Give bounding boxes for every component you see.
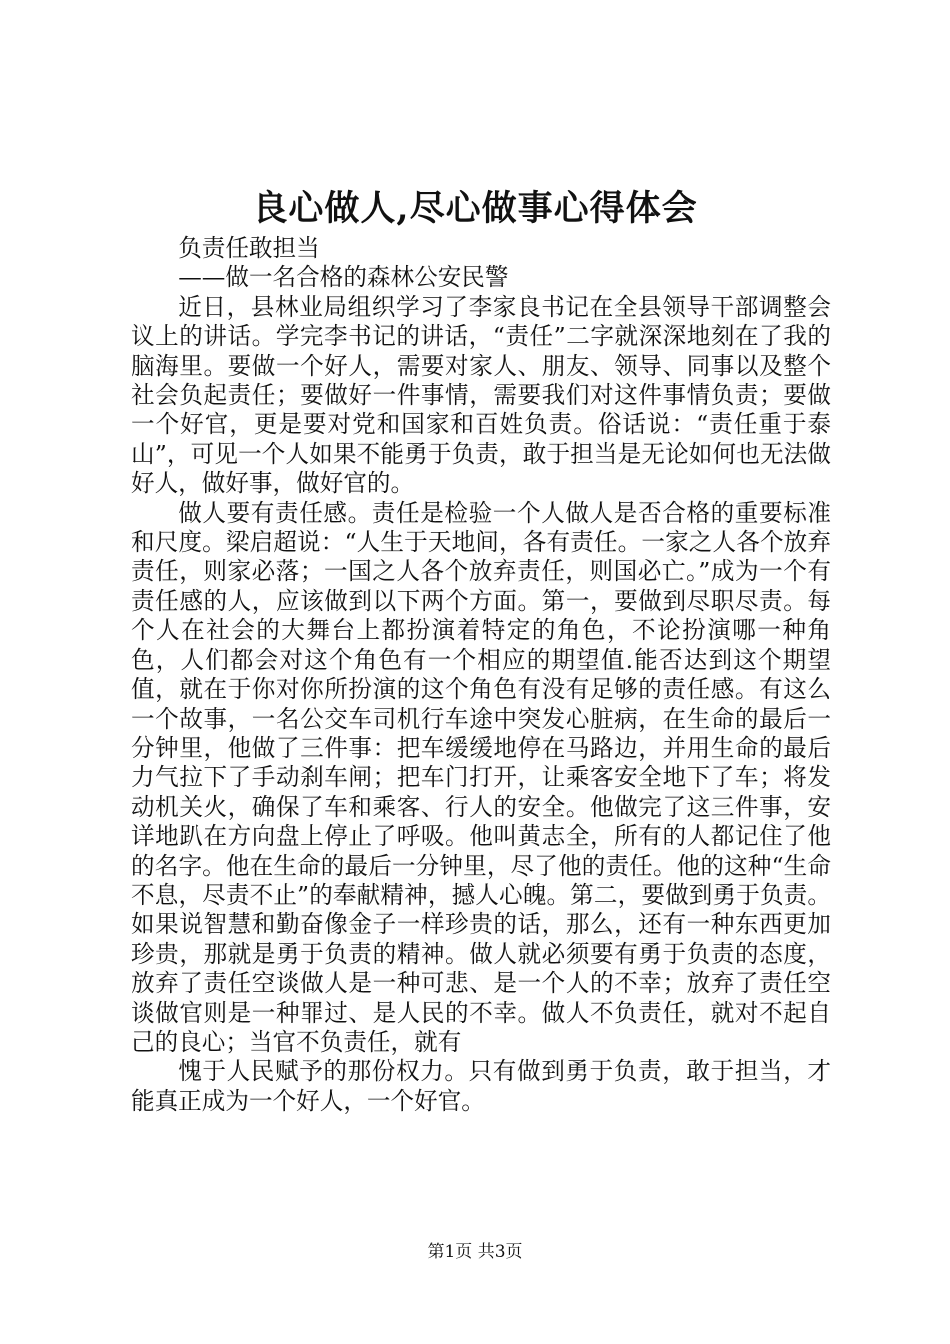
- subtitle: 负责任敢担当: [178, 234, 320, 262]
- subtitle-dash-line: ——做一名合格的森林公安民警: [178, 263, 509, 292]
- paragraph-conclusion: 愧于人民赋予的那份权力。只有做到勇于负责，敢于担当，才能真正成为一个好人，一个好官。: [131, 1057, 831, 1115]
- paragraph-intro: 近日，县林业局组织学习了李家良书记在全县领导干部调整会议上的讲话。学完李书记的讲话，“责任”二字就深深地刻在了我的脑海里。要做一个好人，需要对家人、朋友、领导、同事以及整个社会负起责任；要做好一件事情，需要我们对这件事情负责；要做一个好官，更是要对党和国家和百姓负责。俗话说：“责任重于泰山”，可见一个人如果不能勇于负责，敢于担当是无论如何也无法做好人，做好事，做好官的。: [131, 292, 831, 498]
- document-title: 良心做人,尽心做事心得体会: [252, 188, 698, 229]
- document-body: [131, 234, 831, 1116]
- page-footer: 第1页 共3页: [427, 1242, 523, 1262]
- paragraph-responsibility: 做人要有责任感。责任是检验一个人做人是否合格的重要标准和尺度。梁启超说：“人生于天地间，各有责任。一家之人各个放弃责任，则家必落；一国之人各个放弃责任，则国必亡。”成为一个有责任感的人，应该做到以下两个方面。第一，要做到尽职尽责。每个人在社会的大舞台上都扮演着特定的角色，不论扮演哪一种角色，人们都会对这个角色有一个相应的期望值.能否达到这个期望值，就在于你对你所扮演的这个角色有没有足够的责任感。有这么一个故事，一名公交车司机行车途中突发心脏病，在生命的最后一分钟里，他做了三件事：把车缓缓地停在马路边，并用生命的最后力气拉下了手动刹车闸；把车门打开，让乘客安全地下了车；将发动机关火，确保了车和乘客、行人的安全。他做完了这三件事，安详地趴在方向盘上停止了呼吸。他叫黄志全，所有的人都记住了他的名字。他在生命的最后一分钟里，尽了他的责任。他的这种“生命不息，尽责不止”的奉献精神，撼人心魄。第二，要做到勇于负责。如果说智慧和勤奋像金子一样珍贵的话，那么，还有一种东西更加珍贵，那就是勇于负责的精神。做人就必须要有勇于负责的态度，放弃了责任空谈做人是一种可悲、是一个人的不幸；放弃了责任空谈做官则是一种罪过、是人民的不幸。做人不负责任，就对不起自己的良心；当官不负责任，就有: [131, 498, 831, 1056]
